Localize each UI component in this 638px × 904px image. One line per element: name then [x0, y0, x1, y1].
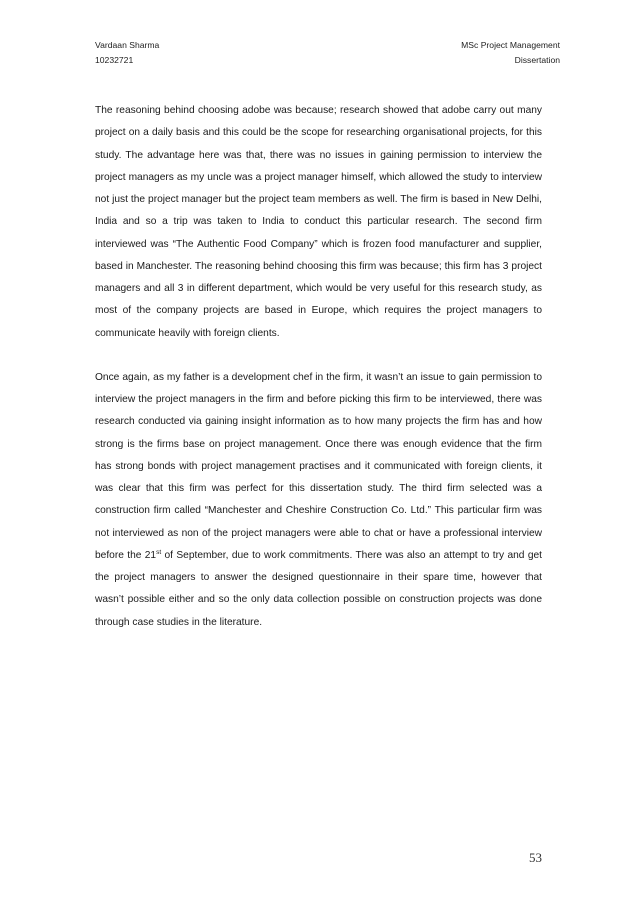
body-paragraph-1: The reasoning behind choosing adobe was because; research showed that adobe carry out many project on a daily basis and this could be the scope for researching organisational projects, for this study. The advantage here was that, there was no issues in gaining permission to interview the project managers as my uncle was a project manager himself, which allowed the study to interview not just the project manager but the project team members as well. The firm is based in New Delhi, India and so a trip was taken to India to conduct this particular research. The second firm interviewed was “The Authentic Food Company” which is frozen food manufacturer and supplier, based in Manchester. The reasoning behind choosing this firm was because; this firm has 3 project managers and all 3 in different department, which would be very useful for this research study, as most of the company projects are based in Europe, which requires the project managers to communicate heavily with foreign clients. [95, 105, 542, 339]
page-body [95, 100, 542, 634]
paragraph-2-text-start: Once again, as my father is a development chef in the firm, it wasn’t an issue to gain permission to interview the project managers in the firm and before picking this firm to be interviewed, there was research conducted via gaining insight information as to how many projects the firm has and how strong is the firms base on project management. Once there was enough evidence that the firm has strong bonds with project management practises and it communicated with foreign clients, it was clear that this firm was perfect for this dissertation study. The third firm selected was a construction firm called “Manchester and Cheshire Construction Co. Ltd.” This particular firm was not interviewed as non of the project managers were able to chat or have a professional interview before the 21 [95, 371, 542, 561]
page-number: 53 [529, 850, 542, 865]
header-left [95, 38, 159, 68]
ordinal-suffix: st [156, 548, 162, 556]
student-id: 10232721 [95, 55, 134, 65]
document-type: Dissertation [514, 55, 560, 65]
paragraph-2-text-end: of September, due to work commitments. There was also an attempt to try and get the project managers to answer the designed questionnaire in their spare time, however that wasn’t possible either and so the only data collection possible on construction projects was done through case studies in the literature. [95, 549, 542, 628]
body-paragraph-2 [95, 367, 542, 634]
header-right [461, 38, 560, 68]
author-name: Vardaan Sharma [95, 40, 160, 50]
course-name: MSc Project Management [461, 40, 560, 50]
